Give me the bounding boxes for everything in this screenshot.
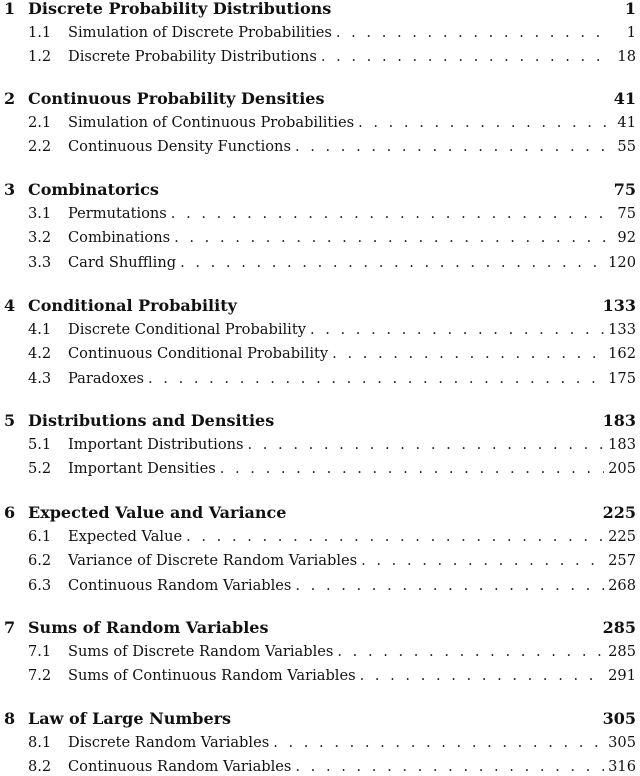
section-number: 4.1: [28, 321, 52, 338]
section-entry[interactable]: [0, 577, 636, 595]
dot-leader: [361, 552, 604, 570]
section-title: Important Distributions: [68, 436, 244, 453]
section-entry[interactable]: [0, 254, 636, 272]
section-page-number: 75: [617, 205, 636, 222]
section-title: Sums of Discrete Random Variables: [68, 643, 334, 660]
section-entry[interactable]: [0, 205, 636, 223]
section-page-number: 205: [608, 460, 636, 478]
dot-leader: [273, 734, 604, 752]
dot-leader: [310, 321, 604, 339]
section-entry[interactable]: [0, 734, 636, 752]
dot-leader: [360, 667, 605, 685]
section-page-number: 92: [617, 229, 636, 247]
section-entry[interactable]: [0, 229, 636, 247]
section-page-number: 18: [617, 48, 636, 66]
dot-leader: [180, 254, 604, 272]
section-number: 2.2: [28, 138, 52, 156]
chapter-page-number: 75: [613, 180, 636, 199]
section-entry[interactable]: [0, 138, 636, 156]
chapter-entry[interactable]: [0, 181, 636, 199]
section-number: 6.1: [28, 528, 52, 545]
section-entry[interactable]: [0, 114, 636, 132]
section-title: Simulation of Discrete Probabilities: [68, 24, 332, 41]
chapter-page-number: 305: [602, 709, 636, 728]
section-page-number: 41: [617, 114, 636, 131]
chapter-entry[interactable]: [0, 297, 636, 315]
section-entry[interactable]: [0, 370, 636, 388]
section-title: Discrete Random Variables: [68, 734, 270, 751]
dot-leader: [337, 643, 604, 661]
section-number: 3.2: [28, 229, 52, 247]
section-entry[interactable]: [0, 460, 636, 478]
dot-leader: [336, 24, 608, 42]
section-number: 6.3: [28, 576, 52, 594]
section-title: Simulation of Continuous Probabilities: [68, 114, 355, 131]
section-entry[interactable]: [0, 758, 636, 776]
dot-leader: [171, 205, 608, 223]
section-title: Expected Value: [68, 528, 183, 545]
dot-leader: [295, 758, 604, 776]
dot-leader: [295, 577, 604, 595]
section-page-number: 183: [608, 436, 636, 453]
section-page-number: 120: [608, 253, 636, 271]
chapter-title: Combinatorics: [28, 180, 159, 199]
section-page-number: 1: [626, 24, 636, 41]
chapter-entry[interactable]: [0, 619, 636, 637]
chapter-number: 6: [4, 503, 16, 522]
chapter-page-number: 285: [602, 618, 636, 637]
section-page-number: 291: [608, 667, 636, 685]
chapter-number: 2: [4, 89, 16, 108]
section-title: Discrete Conditional Probability: [68, 321, 306, 338]
chapter-title: Conditional Probability: [28, 296, 237, 315]
dot-leader: [174, 229, 608, 247]
chapter-entry[interactable]: [0, 504, 636, 522]
chapter-title: Sums of Random Variables: [28, 618, 269, 637]
chapter-entry[interactable]: [0, 0, 636, 18]
section-title: Continuous Random Variables: [68, 576, 292, 594]
section-page-number: 305: [608, 734, 636, 751]
chapter-title: Law of Large Numbers: [28, 709, 232, 728]
section-number: 1.2: [28, 48, 52, 66]
section-page-number: 55: [617, 138, 636, 156]
section-title: Continuous Random Variables: [68, 758, 292, 776]
section-title: Sums of Continuous Random Variables: [68, 667, 356, 685]
section-page-number: 316: [608, 758, 636, 776]
dot-leader: [220, 460, 604, 478]
section-page-number: 257: [608, 552, 636, 570]
section-entry[interactable]: [0, 436, 636, 454]
section-number: 7.1: [28, 643, 52, 660]
section-title: Discrete Probability Distributions: [68, 48, 317, 66]
section-title: Continuous Conditional Probability: [68, 345, 329, 363]
chapter-number: 1: [4, 0, 16, 18]
dot-leader: [295, 138, 608, 156]
section-number: 2.1: [28, 114, 52, 131]
section-title: Card Shuffling: [68, 253, 177, 271]
section-number: 5.2: [28, 460, 52, 478]
chapter-number: 3: [4, 180, 16, 199]
chapter-title: Continuous Probability Densities: [28, 89, 325, 108]
chapter-entry[interactable]: [0, 90, 636, 108]
section-entry[interactable]: [0, 48, 636, 66]
section-entry[interactable]: [0, 345, 636, 363]
section-number: 8.1: [28, 734, 52, 751]
chapter-title: Expected Value and Variance: [28, 503, 287, 522]
section-page-number: 225: [608, 528, 636, 545]
section-number: 1.1: [28, 24, 52, 41]
section-page-number: 285: [608, 643, 636, 660]
chapter-number: 5: [4, 411, 16, 430]
section-page-number: 268: [608, 576, 636, 594]
section-title: Important Densities: [68, 460, 216, 478]
chapter-number: 7: [4, 618, 16, 637]
chapter-page-number: 183: [602, 411, 636, 430]
section-title: Variance of Discrete Random Variables: [68, 552, 358, 570]
dot-leader: [248, 436, 605, 454]
section-title: Paradoxes: [68, 369, 145, 387]
section-entry[interactable]: [0, 643, 636, 661]
chapter-entry[interactable]: [0, 412, 636, 430]
section-number: 6.2: [28, 552, 52, 570]
dot-leader: [186, 528, 604, 546]
section-number: 4.2: [28, 345, 52, 363]
section-number: 7.2: [28, 667, 52, 685]
chapter-number: 4: [4, 296, 16, 315]
section-number: 3.3: [28, 253, 52, 271]
section-page-number: 133: [608, 321, 636, 338]
section-title: Continuous Density Functions: [68, 138, 291, 156]
section-entry[interactable]: [0, 321, 636, 339]
chapter-page-number: 41: [613, 89, 636, 108]
section-title: Combinations: [68, 229, 171, 247]
chapter-title: Discrete Probability Distributions: [28, 0, 332, 18]
section-entry[interactable]: [0, 24, 636, 42]
chapter-entry[interactable]: [0, 710, 636, 728]
section-number: 5.1: [28, 436, 52, 453]
dot-leader: [332, 345, 604, 363]
section-page-number: 162: [608, 345, 636, 363]
chapter-number: 8: [4, 709, 16, 728]
section-entry[interactable]: [0, 667, 636, 685]
chapter-page-number: 225: [602, 503, 636, 522]
chapter-page-number: 1: [624, 0, 636, 18]
section-number: 4.3: [28, 369, 52, 387]
section-entry[interactable]: [0, 528, 636, 546]
dot-leader: [148, 370, 604, 388]
section-title: Permutations: [68, 205, 167, 222]
dot-leader: [321, 48, 608, 66]
section-entry[interactable]: [0, 552, 636, 570]
section-number: 3.1: [28, 205, 52, 222]
dot-leader: [358, 114, 608, 132]
chapter-title: Distributions and Densities: [28, 411, 275, 430]
chapter-page-number: 133: [602, 296, 636, 315]
section-page-number: 175: [608, 369, 636, 387]
section-number: 8.2: [28, 758, 52, 776]
